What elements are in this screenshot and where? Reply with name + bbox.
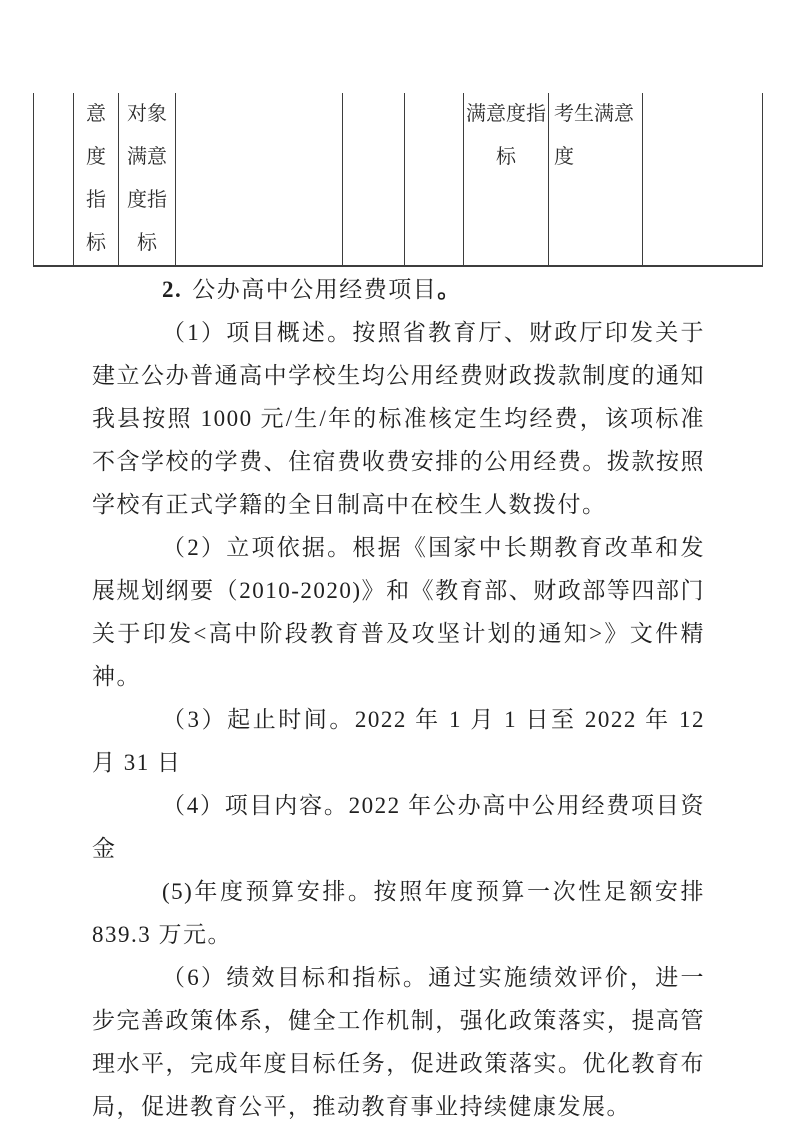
cell-line: 考生满意 (554, 103, 634, 125)
cell-line: 度 (554, 146, 574, 168)
table-cell-empty-3 (343, 93, 405, 266)
table-cell-empty-5 (643, 93, 763, 266)
paragraph-time-range: （3）起止时间。2022 年 1 月 1 日至 2022 年 12 月 31 日 (92, 707, 705, 775)
cell-line: 标 (137, 232, 157, 254)
cell-line: 度指 (127, 189, 167, 211)
table-cell-target-satisfaction-indicator (119, 93, 176, 266)
table-cell-satisfaction-index (464, 93, 549, 266)
heading-period: 。 (437, 277, 462, 302)
continuation-table (33, 93, 763, 267)
table-cell-empty-1 (34, 93, 74, 266)
cell-line: 意 (86, 103, 106, 125)
cell-line: 标 (86, 232, 106, 254)
cell-line: 满意度指 (466, 103, 546, 125)
paragraph-project-overview: （1）项目概述。按照省教育厅、财政厅印发关于建立公办普通高中学校生均公用经费财政拨款制度的通知我县按照 1000 元/生/年的标准核定生均经费，该项标准不含学校的学费、住宿费收费安排的公用经费。拨款按照学校有正式学籍的全日制高中在校生人数拨付。 (92, 320, 705, 517)
table-row (34, 93, 763, 266)
table-cell-empty-4 (405, 93, 464, 266)
table-cell-empty-2 (176, 93, 343, 266)
paragraph-project-content: （4）项目内容。2022 年公办高中公用经费项目资金 (92, 793, 705, 861)
cell-line: 标 (496, 146, 516, 168)
cell-line: 度 (86, 146, 106, 168)
cell-line: 对象 (127, 103, 167, 125)
table-cell-satisfaction-indicator (74, 93, 119, 266)
heading-number: 2. (162, 277, 183, 302)
heading-title: 公办高中公用经费项目 (192, 277, 438, 302)
paragraph-annual-budget: (5)年度预算安排。按照年度预算一次性足额安排 839.3 万元。 (92, 879, 705, 947)
document-body (92, 268, 705, 1122)
cell-line: 指 (86, 189, 106, 211)
section-heading (92, 268, 705, 311)
cell-line: 满意 (127, 146, 167, 168)
paragraph-project-basis: （2）立项依据。根据《国家中长期教育改革和发展规划纲要（2010-2020)》和《教育部、财政部等四部门关于印发<高中阶段教育普及攻坚计划的通知>》文件精神。 (92, 535, 705, 689)
table-cell-examinee-satisfaction (549, 93, 643, 266)
paragraph-performance-goals: （6）绩效目标和指标。通过实施绩效评价，进一步完善政策体系，健全工作机制，强化政策落实，提高管理水平，完成年度目标任务，促进政策落实。优化教育布局，促进教育公平，推动教育事业持续健康发展。 (92, 965, 705, 1119)
